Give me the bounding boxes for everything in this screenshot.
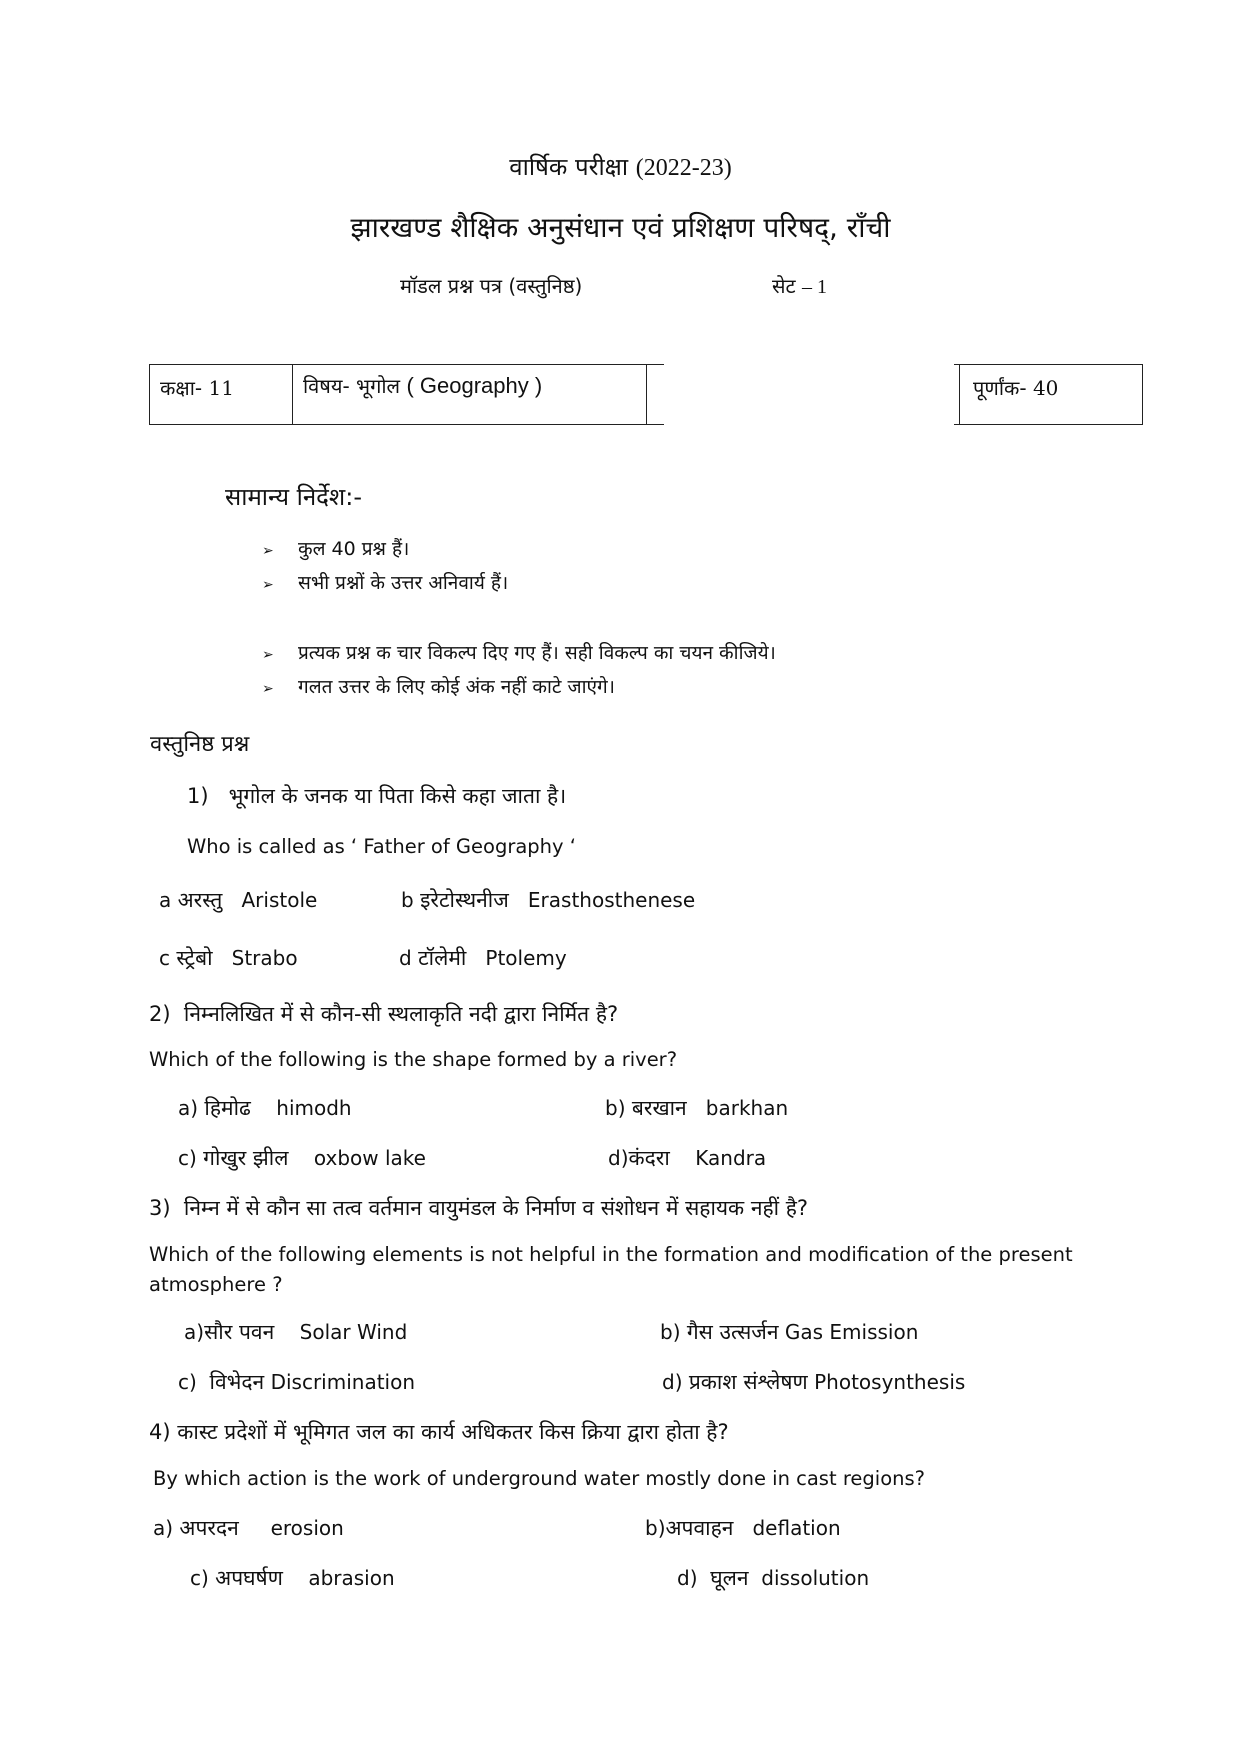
question-number: 4) bbox=[149, 1420, 171, 1444]
exam-title-text: वार्षिक परीक्षा bbox=[509, 153, 629, 181]
instructions-title: सामान्य निर्देश:- bbox=[225, 483, 362, 511]
question-number: 3) bbox=[149, 1196, 171, 1220]
option-hindi: हिमोढ bbox=[204, 1096, 251, 1120]
option-label: d) bbox=[677, 1566, 698, 1590]
option-hindi: विभेदन bbox=[209, 1370, 265, 1394]
option-english: Solar Wind bbox=[299, 1320, 408, 1344]
option-hindi: घूलन bbox=[710, 1566, 749, 1590]
instruction-text: प्रत्यक प्रश्न क चार विकल्प दिए गए हैं। सही विकल्प का चयन कीजिये। bbox=[298, 642, 776, 664]
option-label: b) bbox=[645, 1516, 666, 1540]
option-label: b) bbox=[605, 1096, 626, 1120]
option-english: Kandra bbox=[695, 1146, 767, 1170]
option-label: a bbox=[159, 888, 172, 912]
exam-year: (2022-23) bbox=[635, 155, 732, 181]
option-hindi: अपघर्षण bbox=[215, 1566, 283, 1590]
option-english: Aristole bbox=[241, 888, 318, 912]
marks-label: पूर्णांक- bbox=[973, 376, 1027, 400]
option-4b bbox=[645, 1514, 841, 1542]
option-hindi: गोखुर झील bbox=[203, 1146, 289, 1170]
question-4-hindi bbox=[149, 1418, 729, 1446]
option-hindi: अपवाहन bbox=[665, 1516, 734, 1540]
question-text: निम्नलिखित में से कौन-सी स्थलाकृति नदी द्वारा निर्मित है? bbox=[183, 1002, 619, 1026]
option-label: d) bbox=[662, 1370, 683, 1394]
question-text: भूगोल के जनक या पिता किसे कहा जाता है। bbox=[228, 784, 567, 808]
option-hindi: गैस उत्सर्जन bbox=[686, 1320, 779, 1344]
option-label: c bbox=[159, 946, 170, 970]
question-text: निम्न में से कौन सा तत्व वर्तमान वायुमंडल के निर्माण व संशोधन में सहायक नहीं है? bbox=[183, 1196, 809, 1220]
table-top-border-right bbox=[954, 364, 1143, 365]
question-3-english-line2: atmosphere ? bbox=[149, 1273, 283, 1296]
option-label: a) bbox=[153, 1516, 174, 1540]
option-4d bbox=[677, 1564, 869, 1592]
option-3c bbox=[178, 1368, 415, 1396]
class-cell bbox=[160, 374, 234, 401]
option-1d bbox=[399, 944, 567, 972]
option-hindi: कंदरा bbox=[628, 1146, 670, 1170]
option-hindi: इरेटोस्थनीज bbox=[420, 888, 509, 912]
option-english: Gas Emission bbox=[784, 1320, 919, 1344]
instruction-item bbox=[262, 639, 776, 665]
option-english: erosion bbox=[270, 1516, 344, 1540]
instruction-item bbox=[262, 569, 508, 595]
option-label: a) bbox=[184, 1320, 205, 1344]
table-right-border bbox=[1142, 364, 1143, 425]
class-value: 11 bbox=[208, 376, 234, 400]
option-label: d) bbox=[608, 1146, 629, 1170]
option-4a bbox=[153, 1514, 344, 1542]
option-english: Strabo bbox=[231, 946, 298, 970]
option-english: barkhan bbox=[705, 1096, 789, 1120]
question-number: 1) bbox=[187, 784, 209, 808]
subject-label: विषय- भूगोल bbox=[303, 374, 401, 398]
option-english: deflation bbox=[752, 1516, 841, 1540]
section-title: वस्तुनिष्ठ प्रश्न bbox=[150, 732, 250, 757]
table-divider-2 bbox=[646, 364, 647, 425]
option-english: Ptolemy bbox=[485, 946, 567, 970]
set-value: – 1 bbox=[801, 276, 827, 298]
arrow-bullet-icon: ➢ bbox=[262, 681, 274, 697]
option-hindi: सौर पवन bbox=[204, 1320, 275, 1344]
option-hindi: अपरदन bbox=[179, 1516, 239, 1540]
question-text: कास्ट प्रदेशों में भूमिगत जल का कार्य अधिकतर किस क्रिया द्वारा होता है? bbox=[177, 1420, 729, 1444]
instruction-item bbox=[262, 535, 409, 561]
set-label: सेट bbox=[772, 274, 796, 298]
instruction-text: गलत उत्तर के लिए कोई अंक नहीं काटे जाएंगे। bbox=[298, 676, 615, 698]
instruction-text: कुल 40 प्रश्न हैं। bbox=[298, 538, 410, 560]
option-hindi: प्रकाश संश्लेषण bbox=[688, 1370, 808, 1394]
set-number bbox=[772, 272, 827, 299]
option-english: himodh bbox=[276, 1096, 352, 1120]
question-1-hindi bbox=[187, 782, 566, 810]
question-3-hindi bbox=[149, 1194, 808, 1222]
question-2-hindi bbox=[149, 1000, 618, 1028]
paper-type: मॉडल प्रश्न पत्र (वस्तुनिष्ठ) bbox=[400, 274, 583, 298]
question-3-english-line1: Which of the following elements is not helpful in the formation and modification of the present bbox=[149, 1243, 1073, 1266]
marks-value: 40 bbox=[1032, 376, 1059, 400]
option-english: abrasion bbox=[308, 1566, 395, 1590]
question-1-english: Who is called as ‘ Father of Geography ‘ bbox=[187, 835, 576, 858]
table-bottom-border-left bbox=[149, 424, 664, 425]
table-divider-3 bbox=[959, 364, 960, 425]
option-2c bbox=[178, 1144, 426, 1172]
option-label: b bbox=[401, 888, 414, 912]
question-4-english: By which action is the work of underground water mostly done in cast regions? bbox=[153, 1467, 925, 1490]
option-label: a) bbox=[178, 1096, 199, 1120]
option-4c bbox=[190, 1564, 395, 1592]
option-label: c) bbox=[190, 1566, 209, 1590]
subject-value: ( Geography ) bbox=[406, 373, 543, 398]
option-english: Photosynthesis bbox=[814, 1370, 966, 1394]
option-english: Erasthosthenese bbox=[527, 888, 696, 912]
option-label: c) bbox=[178, 1146, 197, 1170]
option-3a bbox=[184, 1318, 407, 1346]
class-label: कक्षा- bbox=[160, 376, 203, 400]
table-divider-1 bbox=[292, 364, 293, 425]
arrow-bullet-icon: ➢ bbox=[262, 543, 274, 559]
question-2-english: Which of the following is the shape formed by a river? bbox=[149, 1048, 678, 1071]
subject-cell bbox=[303, 372, 542, 399]
option-2a bbox=[178, 1094, 352, 1122]
table-left-border bbox=[149, 364, 150, 425]
table-top-border-left bbox=[149, 364, 664, 365]
council-name: झारखण्ड शैक्षिक अनुसंधान एवं प्रशिक्षण परिषद्, राँची bbox=[350, 211, 891, 244]
option-hindi: अरस्तु bbox=[177, 888, 223, 912]
option-hindi: स्ट्रेबो bbox=[176, 946, 213, 970]
option-1b bbox=[401, 886, 695, 914]
option-label: d bbox=[399, 946, 412, 970]
option-3b bbox=[660, 1318, 918, 1346]
option-hindi: टॉलेमी bbox=[418, 946, 467, 970]
option-1a bbox=[159, 886, 317, 914]
option-2d bbox=[608, 1144, 766, 1172]
option-2b bbox=[605, 1094, 788, 1122]
option-3d bbox=[662, 1368, 965, 1396]
option-english: dissolution bbox=[761, 1566, 870, 1590]
question-number: 2) bbox=[149, 1002, 171, 1026]
exam-title bbox=[0, 150, 1241, 183]
marks-cell bbox=[973, 374, 1058, 401]
option-hindi: बरखान bbox=[631, 1096, 687, 1120]
option-1c bbox=[159, 944, 298, 972]
option-english: Discrimination bbox=[270, 1370, 416, 1394]
option-label: c) bbox=[178, 1370, 197, 1394]
arrow-bullet-icon: ➢ bbox=[262, 647, 274, 663]
table-bottom-border-right bbox=[954, 424, 1143, 425]
option-english: oxbow lake bbox=[313, 1146, 426, 1170]
instruction-item bbox=[262, 673, 615, 699]
option-label: b) bbox=[660, 1320, 681, 1344]
arrow-bullet-icon: ➢ bbox=[262, 577, 274, 593]
instruction-text: सभी प्रश्नों के उत्तर अनिवार्य हैं। bbox=[298, 572, 509, 594]
